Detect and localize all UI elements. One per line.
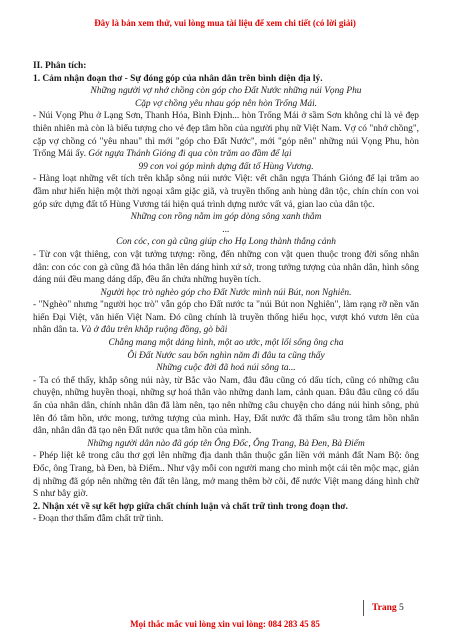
poem-quote: Chẳng mang một dáng hình, một ao ước, một lối sống ông cha (108, 338, 344, 349)
paragraph-text: - "Nghèo" nhưng "người học trò" vẫn góp cho Đất nước ta "núi Bút non Nghiên", làm rạng rỡ nền văn hiến Đại Việt, văn hiến Việt Nam. Đó cũng chính là truyền thống hiếu học, vượt khó vươn lên của nhân dân ta. (33, 300, 419, 336)
poem-quote-inline: Gót ngựa Thánh Gióng đi qua còn trăm ao đầm để lại (88, 149, 292, 160)
analysis-paragraph (33, 299, 419, 337)
poem-quote: Những cuộc đời đã hoá núi sông ta... (156, 363, 296, 374)
poem-quote: Những người dân nào đã góp tên Ông Đốc, Ông Trang, Bà Đen, Bà Điểm (87, 438, 365, 449)
subsection-title-1: 1. Cảm nhận đoạn thơ - Sự đóng góp của nhân dân trên bình diện địa lý. (33, 73, 323, 84)
document-body (33, 60, 419, 526)
poem-quote: Người học trò nghèo góp cho Đất Nước mình núi Bút, non Nghiên. (100, 287, 352, 298)
poem-quote: Cặp vợ chồng yêu nhau góp nên hòn Trống Mái. (134, 98, 318, 109)
contact-footer: Mọi thắc mắc vui lòng xin vui lòng: 084 283 45 85 (130, 619, 320, 629)
poem-quote: Ôi Đất Nước sau bốn nghìn năm đi đâu ta cũng thấy (127, 350, 325, 361)
poem-quote: 99 con voi góp mình dựng đất tổ Hùng Vương. (138, 161, 314, 172)
page-number-footer (363, 600, 404, 616)
poem-quote: Con cóc, con gà cũng giúp cho Hạ Long thành thắng cảnh (116, 237, 336, 248)
analysis-paragraph: - Ta có thể thấy, khắp sông núi này, từ Bắc vào Nam, đâu đâu cũng có dấu tích, cũng có những câu chuyện, những huyền thoại, những sự hoá thân vào những danh lam, cảnh quan. Đâu đâu cũng có dấu ấn của nhân dân, chính nhân dân đã làm nên, tạo nên những câu chuyện cho dáng núi hình sông, phủ lên đó tâm hồn, ước mong, tưởng tượng của mình. Hay, Đất nước đã thấm sâu trong tâm hồn nhân dân, nhân dân đã tạo nên Đất nước qua tâm hồn của mình. (33, 375, 419, 437)
page-number: 5 (399, 603, 404, 613)
poem-quote: Những người vợ nhớ chồng còn góp cho Đất Nước những núi Vọng Phu (90, 86, 362, 97)
poem-ellipsis: ... (222, 224, 230, 235)
poem-quote: Những con rồng nằm im góp dòng sông xanh thẳm (130, 212, 322, 223)
analysis-paragraph: - Phép liệt kê trong câu thơ gợi lên những địa danh thân thuộc gắn liền với mảnh đất Nam Bộ: ông Đốc, ông Trang, bà Đen, bà Điểm.. Như vậy mỗi con người mang cho mình một cái tên mộc mạc, giản dị những đã góp nên những tên đất tên làng, mở mang thêm bờ cõi, để nước Việt mang dáng hình chữ S như bây giờ. (33, 451, 419, 500)
paragraph-text: - Núi Vọng Phu ở Lạng Sơn, Thanh Hóa, Bình Định... hòn Trống Mái ở sầm Sơn không chỉ là vẻ đẹp thiên nhiên mà còn là biểu tượng cho vẻ đẹp tâm hồn của người phụ nữ Việt Nam. Vợ có "nhớ chồng", cặp vợ chồng có "yêu nhau" thì mới "góp cho Đất Nước", mới "góp nên" những núi Vọng Phu, hòn Trống Mái ấy. (33, 111, 419, 160)
analysis-paragraph: - Hàng loạt những vết tích trên khắp sông núi nước Việt: vết chân ngựa Thánh Gióng để lại trăm ao đầm như hiển hiện một thời ngoại xâm giặc giã, và truyền thống anh hùng dân tộc, chín chín con voi góp sức dựng đất tổ Hùng Vương tái hiện quá trình dựng nước vất vả, gian lao của dân tộc. (33, 174, 419, 210)
preview-banner: Đây là bản xem thử, vui lòng mua tài liệu để xem chi tiết (có lời giải) (94, 18, 356, 28)
analysis-paragraph: - Từ con vật thiêng, con vật tưởng tượng: rồng, đến những con vật quen thuộc trong đời sống nhân dân: con cóc con gà cũng đã hóa thân lên dáng hình xứ sở, trong tưởng tượng của nhân dân, hình sông dáng núi đều mang dáng dấp, đều ẩn chứa những huyền tích. (33, 249, 419, 286)
page-label: Trang (372, 603, 397, 613)
section-title: II. Phân tích: (33, 61, 87, 71)
poem-quote-inline: Và ở đâu trên khắp ruộng đồng, gò bãi (80, 325, 228, 336)
analysis-paragraph: - Đoạn thơ thấm đẫm chất trữ tình. (33, 514, 164, 525)
subsection-title-2: 2. Nhận xét về sự kết hợp giữa chất chính luận và chất trữ tình trong đoạn thơ. (33, 501, 348, 512)
analysis-paragraph (33, 110, 419, 160)
